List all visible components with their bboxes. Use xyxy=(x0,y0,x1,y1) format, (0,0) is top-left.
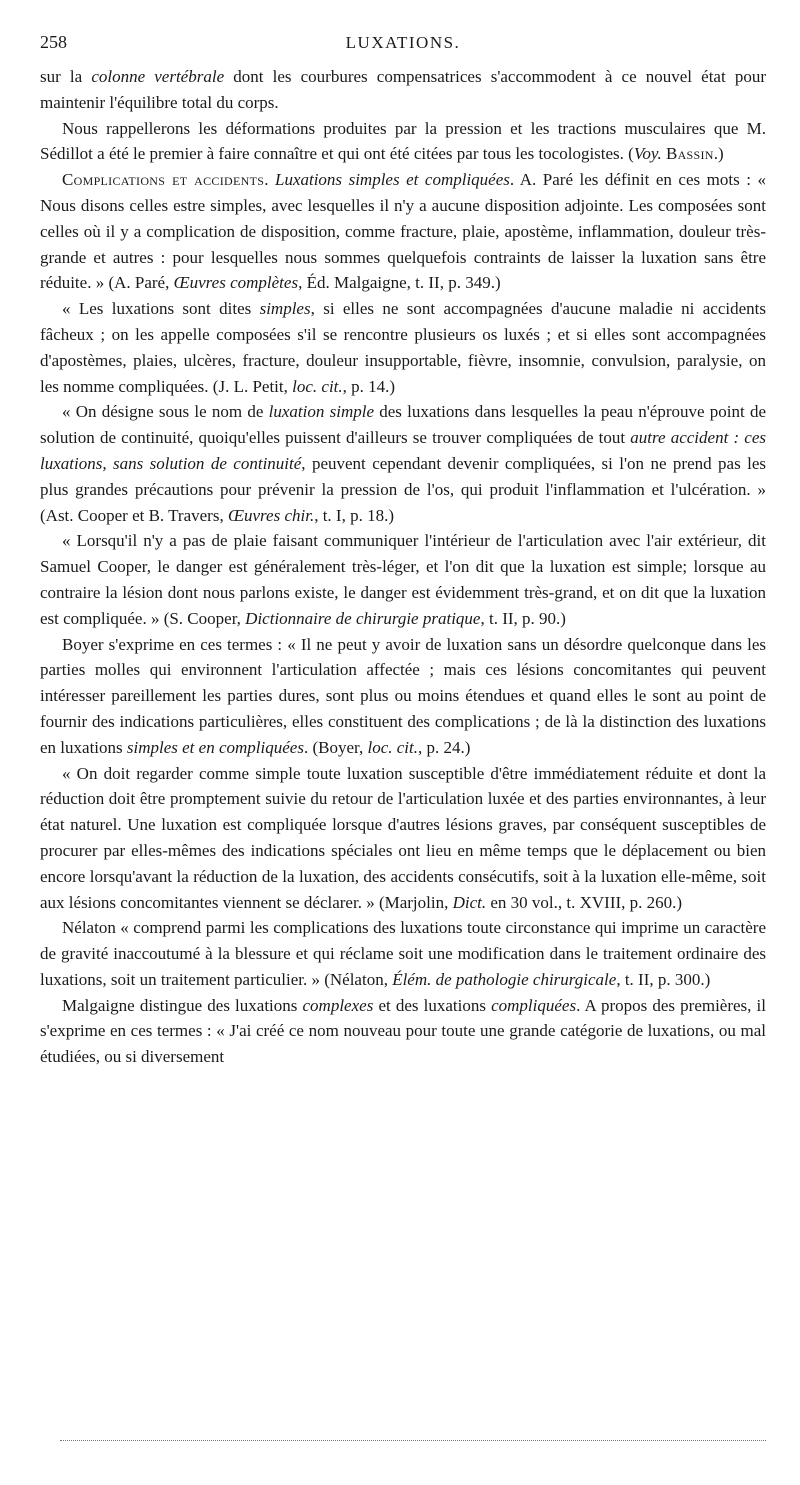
paragraph-8 xyxy=(40,761,766,916)
paragraph-7 xyxy=(40,632,766,761)
text-run: , t. II, p. 90.) xyxy=(480,608,566,628)
italic-run: simples et en compliquées xyxy=(126,737,304,757)
text-run: . A propos des premières, il s'exprime en ces termes : « J'ai créé ce nom nouveau pour toute une grande catégorie de luxations, ou mal étudiées, ou si diversement xyxy=(40,995,766,1067)
text-run: . A. Paré les définit en ces mots : « Nous disons celles estre simples, avec lesquelles il n'y a aucune disposition adjointe. Les composées sont celles où il y a complication de disposition, comme fracture, plaie, apostème, inflammation, douleur très-grande et autres : pour lesquelles nous sommes quelquefois contraints de laisser la luxation sans être réduite. » (A. Paré, xyxy=(40,170,766,293)
text-run: Nélaton « comprend parmi les complications des luxations toute circonstance qui imprime un caractère de gravité inaccoutumé à la blessure et qui réclame soit une modification dans le traitement ordinaire des luxations, soit un traitement particulier. » (Nélaton, xyxy=(40,918,766,989)
paragraph-10 xyxy=(40,993,766,1070)
paragraph-6 xyxy=(40,528,766,631)
page-header xyxy=(40,30,766,56)
text-run: , t. II, p. 300.) xyxy=(616,969,711,989)
italic-run: colonne vertébrale xyxy=(91,67,225,86)
paragraph-9 xyxy=(40,915,766,992)
text-run: sur la xyxy=(40,67,92,86)
paragraph-3 xyxy=(40,167,766,296)
text-run: « Les luxations sont dites xyxy=(62,299,260,319)
italic-run: complexes xyxy=(302,995,374,1015)
italic-run: autre accident : ces luxations, sans solution de continuité xyxy=(40,428,766,473)
text-run: .) xyxy=(713,144,724,164)
text-run: en 30 vol., t. XVIII, p. 260.) xyxy=(486,892,683,912)
text-run: , Éd. Malgaigne, t. II, p. 349.) xyxy=(298,273,501,293)
text-run: « On désigne sous le nom de xyxy=(62,402,269,422)
paragraph-1 xyxy=(40,64,766,116)
page-body xyxy=(40,64,766,1070)
book-page xyxy=(40,30,766,1460)
text-run: des luxations dans lesquelles la peau n'éprouve point de solution de continuité, quoiqu'elles puissent d'ailleurs se trouver compliquées de tout xyxy=(40,402,766,448)
italic-run: Œuvres chir. xyxy=(227,505,315,525)
italic-run: compliquées xyxy=(491,995,577,1015)
text-run: , t. I, p. 18.) xyxy=(314,505,394,525)
text-run: . xyxy=(264,170,275,190)
italic-run: luxation simple xyxy=(268,402,374,422)
italic-run: loc. cit. xyxy=(292,376,343,396)
paragraph-4 xyxy=(40,296,766,399)
italic-run: Luxations simples et compliquées xyxy=(274,170,510,190)
section-heading: Complications et accidents xyxy=(62,170,265,190)
italic-run: loc. cit. xyxy=(367,737,418,757)
text-run: Nous rappellerons les déformations produites par la pression et les tractions musculaires que M. Sédillot a été le premier à faire connaître et qui ont été citées par tous les tocologistes. ( xyxy=(40,118,766,164)
italic-run: Œuvres complètes xyxy=(173,273,299,293)
italic-run: Dict. xyxy=(452,892,487,912)
paragraph-5 xyxy=(40,399,766,528)
italic-run: simples xyxy=(259,299,311,319)
text-run: , p. 14.) xyxy=(342,376,396,396)
paragraph-2 xyxy=(40,116,766,168)
footer-rule xyxy=(60,1440,766,1441)
italic-run: Voy. xyxy=(633,144,662,164)
text-run: dont les courbures compensatrices s'accommodent à ce nouvel état pour maintenir l'équilibre total du corps. xyxy=(40,67,766,112)
text-run: , peuvent cependant devenir compliquées, si l'on ne prend pas les plus grandes précautions pour prévenir la pression de l'os, qui produit l'inflammation et l'ulcération. » (Ast. Cooper et B. Travers, xyxy=(40,453,766,525)
italic-run: Dictionnaire de chirurgie pratique xyxy=(245,608,481,628)
text-run: , si elles ne sont accompagnées d'aucune maladie ni accidents fâcheux ; on les appelle composées s'il se rencontre plusieurs os luxés ; et si elles sont accompagnées d'apostèmes, plaies, ulcères, fracture, douleur insupportable, fièvre, insomnie, convulsion, paralysie, on les nomme compliquées. (J. L. Petit, xyxy=(40,299,766,396)
running-head: LUXATIONS. xyxy=(345,33,461,52)
italic-run: Élém. de pathologie chirurgicale xyxy=(392,969,617,989)
text-run: « On doit regarder comme simple toute luxation susceptible d'être immédiatement réduite et dont la réduction doit être promptement suivie du retour de l'articulation luxée et des parties environnantes, à leur état naturel. Une luxation est compliquée lorsque d'autres lésions graves, par conséquent susceptibles de procurer par elles-mêmes des indications spéciales ont lieu en même temps que le déplacement ou bien encore lorsqu'avant la réduction de la luxation, des accidents consécutifs, soit à la luxation elle-même, soit aux lésions concomitantes viennent se déclarer. » (Marjolin, xyxy=(40,763,766,912)
text-run: et des luxations xyxy=(373,995,492,1015)
text-run: . (Boyer, xyxy=(303,737,368,757)
text-run: Boyer s'exprime en ces termes : « Il ne peut y avoir de luxation sans un désordre quelconque dans les parties molles qui environnent l'articulation affectée ; mais ces lésions concomitantes qui peuvent intéresser pareillement les parties dures, sont plus ou moins étendues et quand elles le sont au point de fournir des indications particulières, elles constituent des complications ; de là la distinction des luxations en luxations xyxy=(40,634,766,757)
text-run: , p. 24.) xyxy=(417,737,471,757)
page-number: 258 xyxy=(40,32,67,52)
text-run: « Lorsqu'il n'y a pas de plaie faisant communiquer l'intérieur de l'articulation avec l'air extérieur, dit Samuel Cooper, le danger est généralement très-léger, et l'on dit que la luxation est simple; lorsque au contraire la lésion dont nous parlons existe, le danger est évidemment très-grand, et on dit que la luxation est compliquée. » (S. Cooper, xyxy=(40,531,766,628)
text-run: Malgaigne distingue des luxations xyxy=(62,995,303,1015)
small-caps-run: Bassin xyxy=(665,144,714,164)
